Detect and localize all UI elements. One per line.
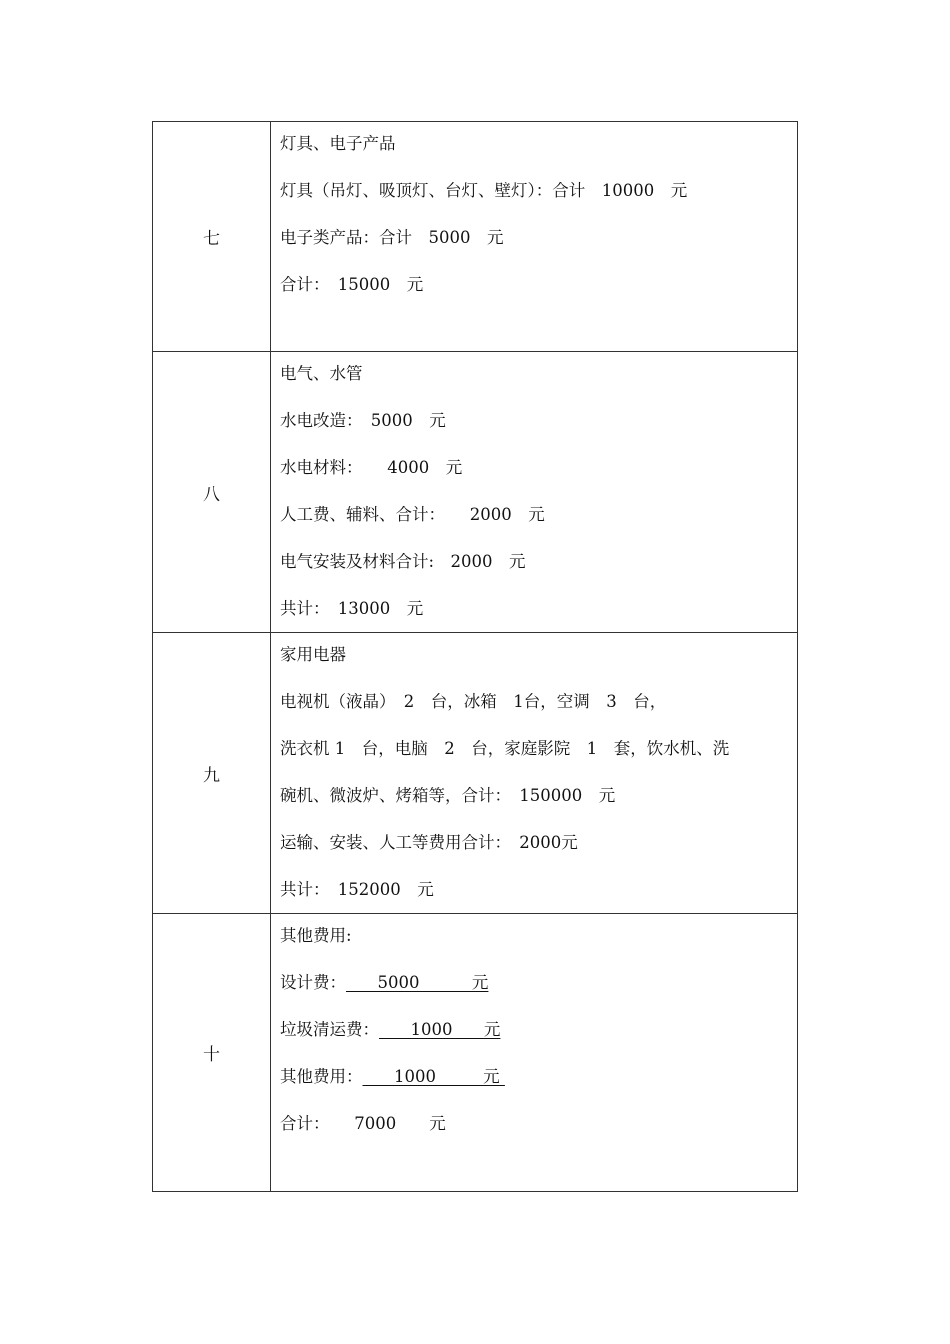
line-item-other-fees — [280, 1053, 791, 1100]
line-item: 运输、安装、人工等费用合计： 2000元 — [280, 833, 578, 852]
line-item: 水电材料： 4000 元 — [280, 458, 463, 477]
line-item: 水电改造： 5000 元 — [280, 411, 446, 430]
line-item-waste-removal — [280, 1006, 791, 1053]
table-row-section-7 — [153, 122, 798, 352]
section-number: 八 — [153, 352, 271, 633]
item-value: 5000 元 — [346, 973, 489, 992]
line-item: 人工费、辅料、合计： 2000 元 — [280, 505, 545, 524]
section-number: 九 — [153, 633, 271, 914]
section-number: 十 — [153, 914, 271, 1192]
section-title: 电气、水管 — [280, 364, 363, 383]
line-item-design-fee — [280, 959, 791, 1006]
line-item: 电气安装及材料合计: 2000 元 — [280, 552, 526, 571]
table-row-section-8 — [153, 352, 798, 633]
section-title: 其他费用: — [280, 926, 352, 945]
section-content — [271, 914, 798, 1192]
item-label: 垃圾清运费： — [280, 1020, 379, 1039]
section-content — [271, 122, 798, 352]
section-content — [271, 352, 798, 633]
section-total: 合计： 7000 元 — [280, 1114, 446, 1133]
item-value: 1000 元 — [362, 1067, 505, 1086]
budget-table — [152, 121, 798, 1192]
item-value: 1000 元 — [379, 1020, 501, 1039]
table-row-section-10 — [153, 914, 798, 1192]
line-item: 灯具（吊灯、吸顶灯、台灯、壁灯）：合计 10000 元 — [280, 181, 688, 200]
line-item: 洗衣机 1 台，电脑 2 台，家庭影院 1 套，饮水机、洗 — [280, 739, 730, 758]
table-row-section-9 — [153, 633, 798, 914]
line-item: 电子类产品：合计 5000 元 — [280, 228, 504, 247]
section-title: 家用电器 — [280, 645, 346, 664]
line-item: 电视机（液晶） 2 台，冰箱 1台，空调 3 台， — [280, 692, 667, 711]
item-label: 其他费用： — [280, 1067, 363, 1086]
section-total: 共计： 152000 元 — [280, 880, 434, 899]
section-number: 七 — [153, 122, 271, 352]
line-item: 碗机、微波炉、烤箱等，合计： 150000 元 — [280, 786, 616, 805]
section-total: 共计： 13000 元 — [280, 599, 424, 618]
section-total: 合计： 15000 元 — [280, 275, 424, 294]
item-label: 设计费： — [280, 973, 346, 992]
section-content — [271, 633, 798, 914]
section-title: 灯具、电子产品 — [280, 134, 396, 153]
